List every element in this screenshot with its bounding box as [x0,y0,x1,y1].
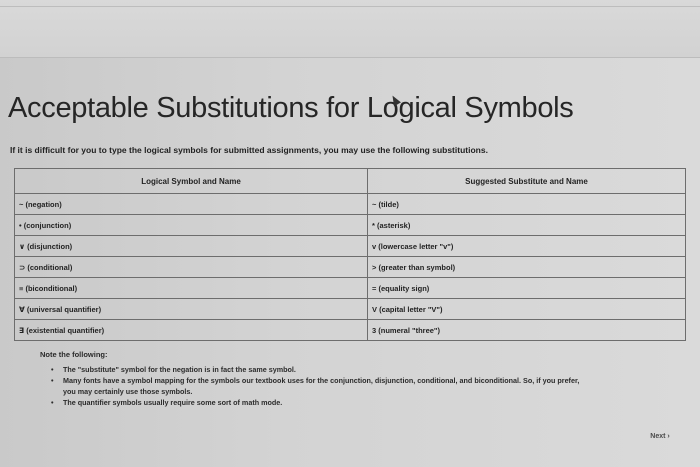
symbol-cell: ∀ (universal quantifier) [15,299,368,320]
symbol-cell: • (conjunction) [15,215,368,236]
divider [0,6,700,7]
intro-text: If it is difficult for you to type the logical symbols for submitted assignments, you may use the following substitutions. [10,145,488,155]
next-button[interactable]: Next › [650,432,670,440]
page-title: Acceptable Substitutions for Logical Symbols [8,92,574,124]
substitution-table [14,168,686,341]
notes-list [48,364,579,408]
table-row [15,299,686,320]
symbol-cell: ⊃ (conditional) [15,257,368,278]
substitute-cell: * (asterisk) [368,215,686,236]
substitute-cell: V (capital letter "V") [368,299,686,320]
substitute-cell: v (lowercase letter "v") [368,236,686,257]
substitute-cell: > (greater than symbol) [368,257,686,278]
list-item: • The "substitute" symbol for the negation is in fact the same symbol. [48,364,579,375]
substitute-cell: ~ (tilde) [368,194,686,215]
substitute-cell: = (equality sign) [368,278,686,299]
table-row [15,257,686,278]
column-header-substitute: Suggested Substitute and Name [368,169,686,194]
list-item: • Many fonts have a symbol mapping for the symbols our textbook uses for the conjunction, disjunction, conditional, and biconditional. So, if you prefer, [48,375,579,386]
list-item: • The quantifier symbols usually require some sort of math mode. [48,397,579,408]
table-row [15,194,686,215]
list-item: you may certainly use those symbols. [63,387,193,396]
symbol-cell: ∨ (disjunction) [15,236,368,257]
symbol-cell: ~ (negation) [15,194,368,215]
notes-heading: Note the following: [40,350,108,359]
column-header-symbol: Logical Symbol and Name [15,169,368,194]
table-header-row [15,169,686,194]
table-row [15,278,686,299]
table-row [15,215,686,236]
symbol-cell: ∃ (existential quantifier) [15,320,368,341]
substitute-cell: 3 (numeral "three") [368,320,686,341]
table-row [15,320,686,341]
symbol-cell: ≡ (biconditional) [15,278,368,299]
table-row [15,236,686,257]
browser-top-strip [0,0,700,58]
